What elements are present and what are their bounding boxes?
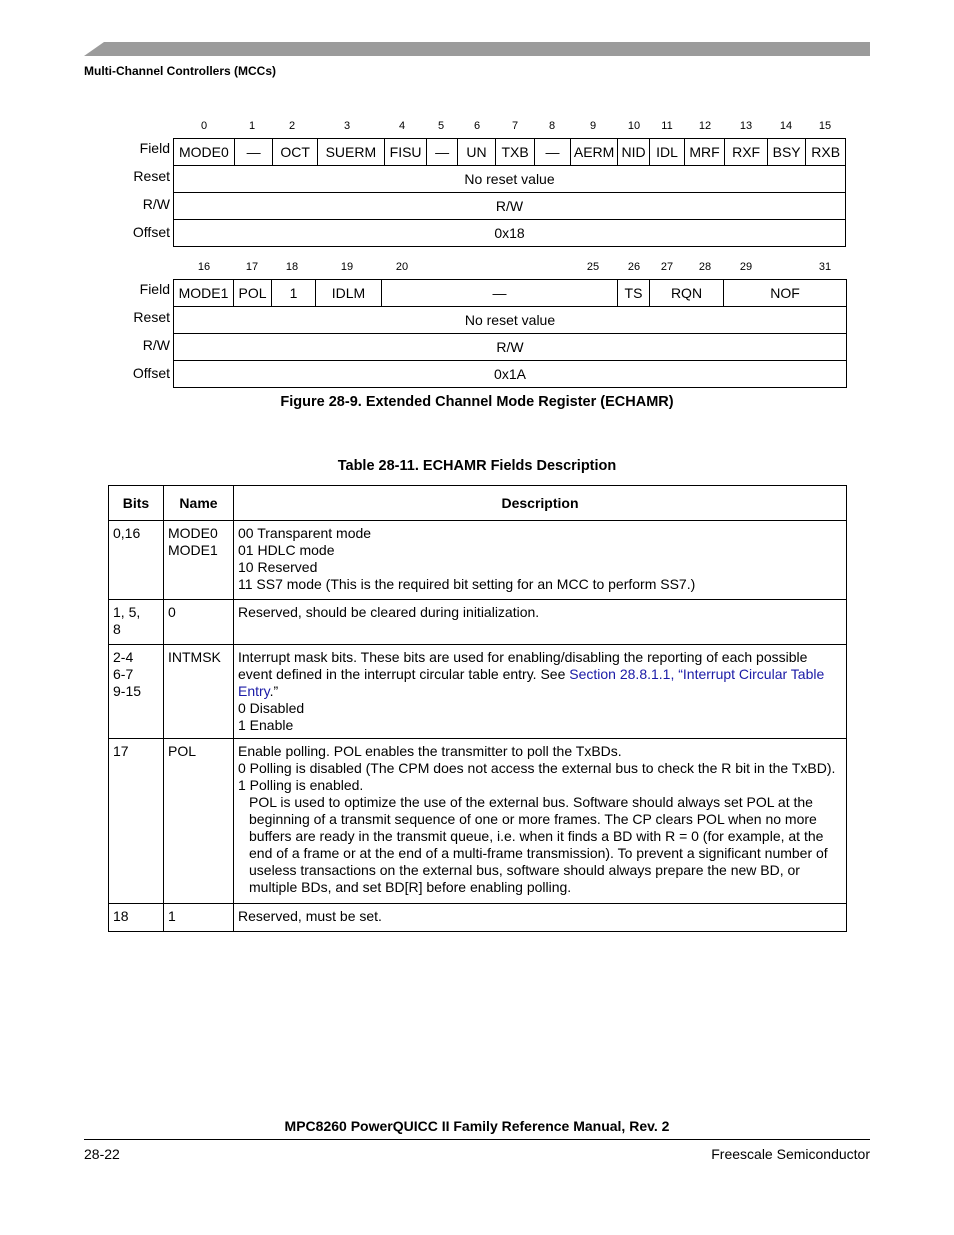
bit-number: 13 — [739, 120, 753, 132]
bit-number: 11 — [661, 120, 673, 132]
field-cell: NOF — [724, 280, 847, 307]
bit-number: 7 — [511, 120, 519, 132]
name-cell: POL — [164, 739, 234, 904]
bit-number: 26 — [627, 261, 641, 273]
fields-description-table — [108, 485, 847, 932]
rw-value: R/W — [174, 193, 846, 220]
field-row — [174, 280, 847, 307]
bit-number: 25 — [586, 261, 600, 273]
field-cell: TXB — [496, 139, 535, 166]
description-cell: Reserved, should be cleared during initialization. — [234, 600, 847, 645]
description-cell: Interrupt mask bits. These bits are used for enabling/disabling the reporting of each possible event defined in the interrupt circular table entry. See Section 28.8.1.1, “Interrupt Circular Table Entry.” 0 Disabled 1 Enable — [234, 645, 847, 739]
section-link[interactable]: Section 28.8.1.1, “Interrupt Circular Table Entry — [238, 666, 825, 699]
column-header: Description — [234, 486, 847, 521]
table-row — [109, 521, 847, 600]
bits-cell: 18 — [109, 904, 164, 932]
bit-number: 19 — [340, 261, 354, 273]
bit-number: 31 — [818, 261, 832, 273]
field-cell: MRF — [684, 139, 725, 166]
table-row — [109, 904, 847, 932]
field-cell: OCT — [273, 139, 318, 166]
field-cell: MODE0 — [174, 139, 235, 166]
bit-number: 20 — [395, 261, 409, 273]
table-caption: Table 28-11. ECHAMR Fields Description — [337, 458, 617, 474]
register-bottom — [108, 257, 846, 388]
bit-number: 29 — [739, 261, 753, 273]
field-cell: TS — [618, 280, 650, 307]
field-cell: POL — [234, 280, 272, 307]
description-cell: 00 Transparent mode 01 HDLC mode 10 Reserved 11 SS7 mode (This is the required bit setting for an MCC to perform SS7.) — [234, 521, 847, 600]
register-top — [108, 116, 846, 247]
field-cell: — — [534, 139, 570, 166]
row-label-reset: Reset — [133, 309, 170, 325]
field-cell: IDL — [650, 139, 684, 166]
row-label-offset: Offset — [132, 365, 170, 381]
bit-number: 3 — [343, 120, 351, 132]
header-bar — [84, 42, 870, 56]
bit-number: 4 — [398, 120, 406, 132]
figure-caption: Figure 28-9. Extended Channel Mode Register (ECHAMR) — [280, 394, 674, 410]
field-cell: — — [427, 139, 457, 166]
offset-value: 0x1A — [174, 361, 847, 388]
bit-number: 8 — [548, 120, 556, 132]
bit-number: 6 — [473, 120, 481, 132]
bits-cell: 1, 5, 8 — [109, 600, 164, 645]
field-cell: FISU — [384, 139, 427, 166]
field-cell: — — [382, 280, 618, 307]
field-cell: — — [234, 139, 273, 166]
field-cell: SUERM — [317, 139, 384, 166]
bit-numbers-bottom — [108, 257, 846, 279]
field-cell: RXF — [725, 139, 768, 166]
row-label-offset: Offset — [132, 224, 170, 240]
bits-cell: 0,16 — [109, 521, 164, 600]
column-header: Name — [164, 486, 234, 521]
bit-number: 15 — [818, 120, 832, 132]
row-label-rw: R/W — [142, 196, 170, 212]
field-cell: UN — [457, 139, 496, 166]
field-cell: RXB — [806, 139, 846, 166]
bit-number: 10 — [627, 120, 641, 132]
table-row — [109, 645, 847, 739]
description-cell: Reserved, must be set. — [234, 904, 847, 932]
field-cell: NID — [617, 139, 649, 166]
row-label-rw: R/W — [142, 337, 170, 353]
bit-numbers-top — [108, 116, 846, 138]
bit-number: 0 — [200, 120, 208, 132]
bit-number: 18 — [285, 261, 299, 273]
name-cell: INTMSK — [164, 645, 234, 739]
footer-divider — [84, 1139, 870, 1140]
register-bottom-table — [173, 279, 847, 388]
reset-value: No reset value — [174, 166, 846, 193]
field-cell: 1 — [272, 280, 316, 307]
bit-number: 17 — [245, 261, 259, 273]
column-header: Bits — [109, 486, 164, 521]
bit-number: 5 — [437, 120, 445, 132]
rw-value: R/W — [174, 334, 847, 361]
table-row — [109, 600, 847, 645]
offset-value: 0x18 — [174, 220, 846, 247]
reset-value: No reset value — [174, 307, 847, 334]
bit-number: 27 — [660, 261, 674, 273]
bit-number: 1 — [248, 120, 256, 132]
bit-number: 16 — [197, 261, 211, 273]
company-name: Freescale Semiconductor — [711, 1146, 870, 1162]
name-cell: 0 — [164, 600, 234, 645]
bit-number: 12 — [698, 120, 712, 132]
table-header-row — [109, 486, 847, 521]
field-cell: AERM — [571, 139, 618, 166]
table-row — [109, 739, 847, 904]
footer-title: MPC8260 PowerQUICC II Family Reference Manual, Rev. 2 — [284, 1118, 670, 1134]
row-label-field: Field — [139, 140, 170, 156]
field-cell: MODE1 — [174, 280, 234, 307]
bits-cell: 17 — [109, 739, 164, 904]
page-number: 28-22 — [84, 1146, 120, 1162]
name-cell: MODE0 MODE1 — [164, 521, 234, 600]
description-cell: Enable polling. POL enables the transmitter to poll the TxBDs. 0 Polling is disabled (The CPM does not access the external bus to check the R bit in the TxBD). 1 Polling is enabled. POL is used to optimize the use of the external bus. Software should always set POL at the beginning of a transmit sequence of one or more frames. The CP clears POL when no more buffers are ready in the transmit queue, i.e. when it finds a BD with R = 0 (for example, at the end of a frame or at the end of a multi-frame transmission). To prevent a significant number of useless transactions on the external bus, software should always prepare the new BD, or multiple BDs, and set BD[R] before enabling polling. — [234, 739, 847, 904]
field-cell: RQN — [650, 280, 724, 307]
bit-number: 9 — [589, 120, 597, 132]
field-cell: IDLM — [316, 280, 382, 307]
bit-number: 2 — [288, 120, 296, 132]
register-top-table — [173, 138, 846, 247]
name-cell: 1 — [164, 904, 234, 932]
row-label-field: Field — [139, 281, 170, 297]
field-cell: BSY — [767, 139, 806, 166]
bit-number: 28 — [698, 261, 712, 273]
row-label-reset: Reset — [133, 168, 170, 184]
section-title: Multi-Channel Controllers (MCCs) — [84, 64, 276, 78]
field-row — [174, 139, 846, 166]
bit-number: 14 — [779, 120, 793, 132]
bits-cell: 2-4 6-7 9-15 — [109, 645, 164, 739]
